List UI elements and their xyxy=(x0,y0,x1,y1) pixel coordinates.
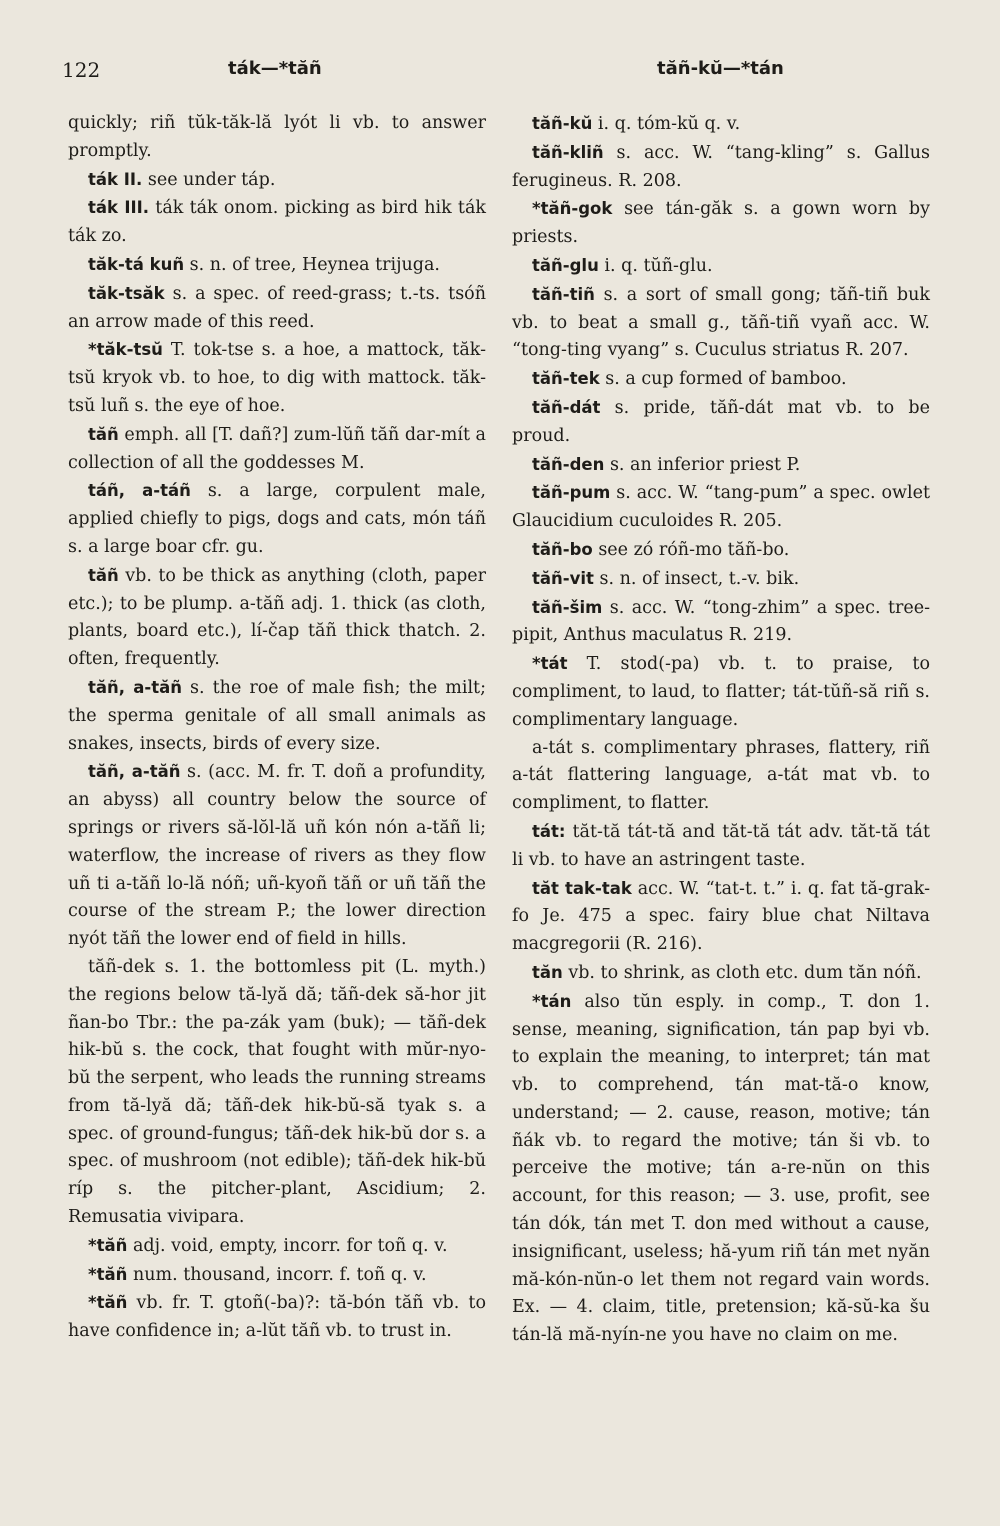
dictionary-entry xyxy=(68,1289,486,1346)
entry-headword: *tăñ xyxy=(88,1264,128,1284)
dictionary-entry xyxy=(512,735,930,818)
left-guide-word: ták—*tăñ xyxy=(228,58,322,79)
entry-definition: tăt-tă tát-tă and tăt-tă tát adv. tăt-tă tát li vb. to have an astringent taste. xyxy=(512,821,930,870)
dictionary-entry xyxy=(512,565,930,594)
dictionary-entry xyxy=(68,166,486,195)
entry-headword: táñ, a-táñ xyxy=(88,481,191,501)
dictionary-entry xyxy=(512,365,930,394)
entry-definition: s. a sort of small gong; tăñ-tiñ buk vb. to beat a small g., tăñ-tiñ vyañ acc. W. “tong-ting vyang” s. Cuculus striatus R. 207. xyxy=(512,284,930,361)
entry-definition: adj. void, empty, incorr. for toñ q. v. xyxy=(127,1235,448,1256)
entry-definition: s. n. of insect, t.-v. bik. xyxy=(593,568,800,589)
dictionary-entry xyxy=(68,1261,486,1290)
entry-definition: vb. to shrink, as cloth etc. dum tăn nóñ. xyxy=(562,962,922,983)
entry-headword: tăñ-kliñ xyxy=(532,142,604,162)
entry-definition: vb. to be thick as anything (cloth, paper etc.); to be plump. a-tăñ adj. 1. thick (as cloth, plants, board etc.), lí-čap tăñ thick thatch. 2. often, frequently. xyxy=(68,565,486,670)
entry-definition: s. (acc. M. fr. T. doñ a profundity, an abyss) all country below the source of springs or rivers să-lŏl-lă uñ kón nón a-tăñ li; waterflow, the increase of rivers as they flow uñ ti a-tăñ lo-lă nóñ; uñ-kyoñ tăñ or uñ tăñ the course of the stream P.; the lower direction nyót tăñ the lower end of field in hills. xyxy=(68,762,486,950)
dictionary-entry xyxy=(68,1232,486,1261)
entry-definition: a-tát s. complimentary phrases, flattery, riñ a-tát flattering language, a-tát mat vb. to compliment, to flatter. xyxy=(512,737,930,814)
entry-definition: quickly; riñ tŭk-tăk-lă lyót li vb. to answer promptly. xyxy=(68,113,486,161)
entry-headword: tăñ-šim xyxy=(532,597,603,617)
entry-headword: *tăk-tsŭ xyxy=(88,340,163,360)
entry-headword: tăñ, a-tăñ xyxy=(88,677,183,697)
entry-definition: s. a large, corpulent male, applied chiefly to pigs, dogs and cats, món táñ s. a large boar cfr. gu. xyxy=(68,481,486,557)
dictionary-entry xyxy=(68,954,486,1232)
entry-definition: s. a cup formed of bamboo. xyxy=(599,369,847,390)
entry-definition: s. the roe of male fish; the milt; the sperma genitale of all small animals as snakes, insects, birds of every size. xyxy=(68,677,486,754)
dictionary-entry xyxy=(512,451,930,480)
dictionary-entry xyxy=(68,562,486,674)
entry-headword: tăk-tsăk xyxy=(88,283,165,303)
entry-headword: tăñ-tek xyxy=(532,369,600,389)
entry-headword: tăñ xyxy=(88,565,119,585)
entry-definition: see under táp. xyxy=(142,169,276,190)
right-column xyxy=(512,110,930,1350)
dictionary-entry xyxy=(68,110,486,166)
entry-definition: s. acc. W. “tang-kling” s. Gallus ferugineus. R. 208. xyxy=(512,142,930,191)
entry-headword: *tăñ xyxy=(88,1235,128,1255)
entry-headword: ták III. xyxy=(88,198,150,218)
entry-headword: tăñ-bo xyxy=(532,539,593,559)
dictionary-entry xyxy=(512,394,930,451)
entry-headword: tăt tak-tak xyxy=(532,878,632,898)
entry-headword: ták II. xyxy=(88,169,143,189)
entry-definition: s. n. of tree, Heynea trijuga. xyxy=(184,254,440,275)
entry-definition: acc. W. “tat-t. t.” i. q. fat tă-grak-fo Je. 475 a spec. fairy blue chat Niltava macgregorii (R. 216). xyxy=(512,878,930,955)
entry-headword: tăñ-vit xyxy=(532,568,594,588)
dictionary-entry xyxy=(512,110,930,139)
right-guide-word: tăñ-kŭ—*tán xyxy=(657,58,784,79)
dictionary-entry xyxy=(512,594,930,651)
dictionary-entry xyxy=(512,650,930,734)
dictionary-entry xyxy=(512,139,930,196)
entry-headword: tăñ xyxy=(88,424,119,444)
dictionary-entry xyxy=(512,195,930,252)
dictionary-entry xyxy=(68,758,486,954)
dictionary-entry xyxy=(512,252,930,281)
entry-definition: num. thousand, incorr. f. toñ q. v. xyxy=(127,1264,427,1285)
entry-definition: s. an inferior priest P. xyxy=(604,454,801,475)
entry-headword: tăk-tá kuñ xyxy=(88,254,185,274)
dictionary-entry xyxy=(512,988,930,1350)
entry-definition: s. a spec. of reed-grass; t.-ts. tsóñ an arrow made of this reed. xyxy=(68,283,486,332)
dictionary-entry xyxy=(68,421,486,478)
entry-headword: *tăñ-gok xyxy=(532,199,613,219)
dictionary-entry xyxy=(512,536,930,565)
entry-definition: see tán-găk s. a gown worn by priests. xyxy=(512,199,930,248)
entry-headword: tăñ-glu xyxy=(532,255,599,275)
dictionary-entry xyxy=(512,875,930,959)
entry-headword: tăñ-kŭ xyxy=(532,114,593,133)
dictionary-entry xyxy=(512,818,930,875)
dictionary-entry xyxy=(68,674,486,758)
entry-definition: s. acc. W. “tang-pum” a spec. owlet Glaucidium cuculoides R. 205. xyxy=(512,483,930,532)
entry-headword: tát: xyxy=(532,821,566,841)
page-header xyxy=(0,58,1000,98)
dictionary-entry xyxy=(512,281,930,365)
entry-headword: tăn xyxy=(532,962,563,982)
entry-headword: tăñ-den xyxy=(532,454,605,474)
entry-definition: T. tok-tse s. a hoe, a mattock, tăk-tsŭ kryok vb. to hoe, to dig with mattock. tăk-tsŭ luñ s. the eye of hoe. xyxy=(68,340,486,416)
entry-definition: i. q. tŭñ-glu. xyxy=(598,255,713,276)
entry-headword: *tăñ xyxy=(88,1293,128,1313)
entry-definition: s. pride, tăñ-dát mat vb. to be proud. xyxy=(512,397,930,446)
dictionary-entry xyxy=(512,479,930,536)
entry-definition: emph. all [T. dañ?] zum-lŭñ tăñ dar-mít a collection of all the goddesses M. xyxy=(68,424,486,473)
entry-headword: tăñ-tiñ xyxy=(532,284,595,304)
entry-headword: *tát xyxy=(532,654,568,674)
entry-definition: see zó róñ-mo tăñ-bo. xyxy=(592,539,790,560)
entry-headword: tăñ-pum xyxy=(532,483,611,503)
entry-definition: ták ták onom. picking as bird hik ták ták zo. xyxy=(68,198,486,247)
entry-definition: T. stod(-pa) vb. t. to praise, to compliment, to laud, to flatter; tát-tŭñ-să riñ s. complimentary language. xyxy=(512,654,930,730)
entry-headword: tăñ, a-tăñ xyxy=(88,762,181,782)
entry-definition: tăñ-dek s. 1. the bottomless pit (L. myth.) the regions below tă-lyă dă; tăñ-dek să-hor jit ñan-bo Tbr.: the pa-zák yam (buk); — tăñ-dek hik-bŭ s. the cock, that fought with mŭr-nyo-bŭ the serpent, who leads the running streams from tă-lyă dă; tăñ-dek hik-bŭ-să tyak s. a spec. of ground-fungus; tăñ-dek hik-bŭ dor s. a spec. of mushroom (not edible); tăñ-dek hik-bŭ ríp s. the pitcher-plant, Ascidium; 2. Remusatia vivipara. xyxy=(68,956,486,1228)
page-number: 122 xyxy=(62,58,101,82)
dictionary-entry xyxy=(68,477,486,561)
dictionary-entry xyxy=(68,194,486,251)
dictionary-entry xyxy=(68,251,486,280)
entry-definition: vb. fr. T. gtoñ(-ba)?: tă-bón tăñ vb. to have confidence in; a-lŭt tăñ vb. to trust in. xyxy=(68,1293,486,1342)
dictionary-entry xyxy=(68,280,486,337)
left-column xyxy=(68,110,486,1346)
entry-definition: also tŭn esply. in comp., T. don 1. sense, meaning, signification, tán pap byi vb. to explain the meaning, to interpret; tán mat vb. to comprehend, tán mat-tă-o know, understand; — 2. cause, reason, motive; tán ñák vb. to regard the motive; tán ši vb. to perceive the motive; tán a-re-nŭn on this account, for this reason; — 3. use, profit, see tán dók, tán met T. don med without a cause, insignificant, useless; hă-yum riñ tán met nyăn mă-kón-nŭn-o let them not regard vain words. Ex. — 4. claim, title, pretension; kă-sŭ-ka šu tán-lă mă-nyín-ne you have no claim on me. xyxy=(512,991,930,1346)
entry-headword: tăñ-dát xyxy=(532,397,601,417)
entry-definition: i. q. tóm-kŭ q. v. xyxy=(592,114,741,134)
entry-headword: *tán xyxy=(532,991,572,1011)
dictionary-entry xyxy=(68,336,486,420)
dictionary-entry xyxy=(512,959,930,988)
entry-definition: s. acc. W. “tong-zhim” a spec. tree-pipit, Anthus maculatus R. 219. xyxy=(512,597,930,646)
